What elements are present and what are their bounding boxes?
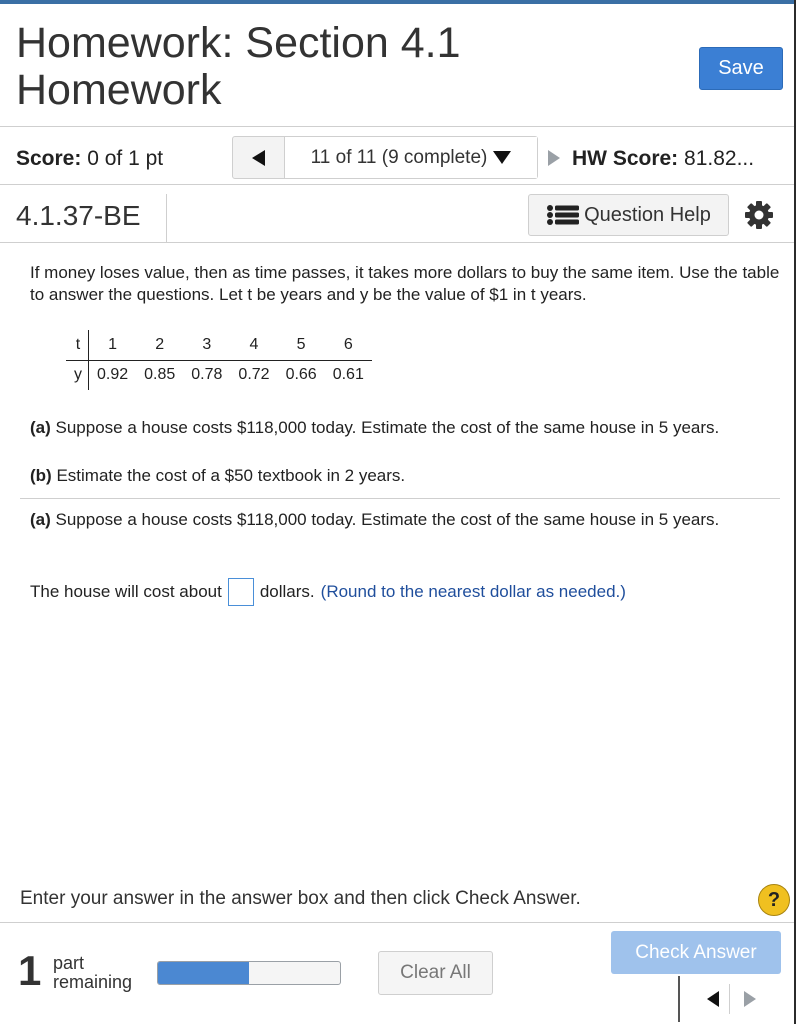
- table-cell: 0.72: [238, 366, 270, 384]
- part-b-statement: [30, 465, 770, 487]
- answer-suffix: dollars.: [259, 582, 315, 601]
- parts-remaining-count: 1: [18, 947, 42, 994]
- table-row-t: [66, 330, 372, 360]
- arrow-left-icon: [252, 150, 265, 166]
- previous-part-button[interactable]: [680, 984, 730, 1014]
- score-value: 0 of 1 pt: [87, 147, 164, 170]
- question-navigator: [232, 136, 538, 179]
- header-divider: [0, 126, 794, 127]
- page-title: Homework: Section 4.1 Homework: [16, 19, 461, 114]
- progress-bar-fill: [158, 962, 249, 984]
- settings-button[interactable]: [744, 200, 774, 230]
- part-b-tag: (b): [30, 466, 52, 485]
- part-pager: [678, 976, 780, 1022]
- value-table: [66, 330, 372, 390]
- part-a-text: Suppose a house costs $118,000 today. Estimate the cost of the same house in 5 years.: [55, 418, 720, 437]
- part-b-text: Estimate the cost of a $50 textbook in 2 years.: [56, 466, 406, 485]
- table-cell: 4: [230, 330, 277, 360]
- score-label: Score:: [16, 147, 82, 170]
- parts-remaining-label-line1: part: [53, 953, 85, 973]
- gear-icon: [744, 200, 774, 230]
- scorebar-divider: [0, 184, 794, 185]
- answer-hint: (Round to the nearest dollar as needed.): [320, 582, 626, 601]
- footer-divider: [0, 922, 794, 923]
- previous-question-button[interactable]: [233, 137, 285, 178]
- hw-score-value: 81.82...: [684, 147, 755, 170]
- question-position: 11 of 11 (9 complete): [310, 146, 488, 168]
- table-cell: 3: [183, 330, 230, 360]
- arrow-right-icon: [744, 991, 756, 1007]
- table-cell: 0.78: [191, 366, 223, 384]
- next-part-button[interactable]: [730, 984, 770, 1014]
- question-divider: [20, 498, 780, 499]
- table-header-t: t: [66, 330, 89, 360]
- answer-input[interactable]: [228, 578, 254, 606]
- table-cell: 6: [325, 330, 372, 360]
- save-button[interactable]: Save: [699, 47, 783, 90]
- parts-remaining-label-line2: remaining: [53, 972, 133, 992]
- question-intro: If money loses value, then as time passes, it takes more dollars to buy the same item. Use the table to answer the questions. Let t be years and y be the value of $1 in t years.: [30, 263, 780, 304]
- table-cell: 5: [278, 330, 325, 360]
- table-row-y: [66, 360, 372, 390]
- question-id-separator: [166, 194, 167, 242]
- question-help-label: Question Help: [584, 203, 711, 226]
- score-display: [16, 147, 163, 171]
- question-selector[interactable]: [285, 137, 537, 178]
- part-a-statement: [30, 417, 770, 439]
- current-part-tag: (a): [30, 510, 51, 529]
- next-question-button[interactable]: [548, 150, 566, 168]
- table-header-y: y: [66, 360, 89, 390]
- table-cell: 0.85: [144, 366, 176, 384]
- check-answer-button[interactable]: Check Answer: [611, 931, 781, 974]
- current-part-text: Suppose a house costs $118,000 today. Estimate the cost of the same house in 5 years.: [55, 510, 720, 529]
- table-cell: 0.61: [332, 366, 364, 384]
- hw-score-label: HW Score:: [572, 147, 679, 170]
- answer-prefix: The house will cost about: [30, 582, 222, 601]
- arrow-right-icon: [548, 150, 560, 166]
- table-cell: 2: [136, 330, 183, 360]
- instruction-text: Enter your answer in the answer box and then click Check Answer.: [20, 888, 581, 909]
- arrow-left-icon: [707, 991, 719, 1007]
- progress-bar: [157, 961, 341, 985]
- hw-score-display: [572, 147, 754, 171]
- question-help-button[interactable]: [528, 194, 729, 236]
- table-cell: 0.66: [285, 366, 317, 384]
- help-icon[interactable]: ?: [758, 884, 790, 916]
- question-header-divider: [0, 242, 794, 243]
- table-cell: 0.92: [97, 366, 129, 384]
- caret-down-icon: [493, 151, 511, 164]
- table-cell: 1: [89, 330, 137, 360]
- question-id: 4.1.37-BE: [16, 200, 141, 231]
- answer-line: [30, 578, 626, 606]
- clear-all-button[interactable]: Clear All: [378, 951, 493, 995]
- part-a-tag: (a): [30, 418, 51, 437]
- current-part-statement: [30, 509, 770, 531]
- list-icon: [546, 204, 580, 226]
- parts-remaining-label: [53, 954, 132, 992]
